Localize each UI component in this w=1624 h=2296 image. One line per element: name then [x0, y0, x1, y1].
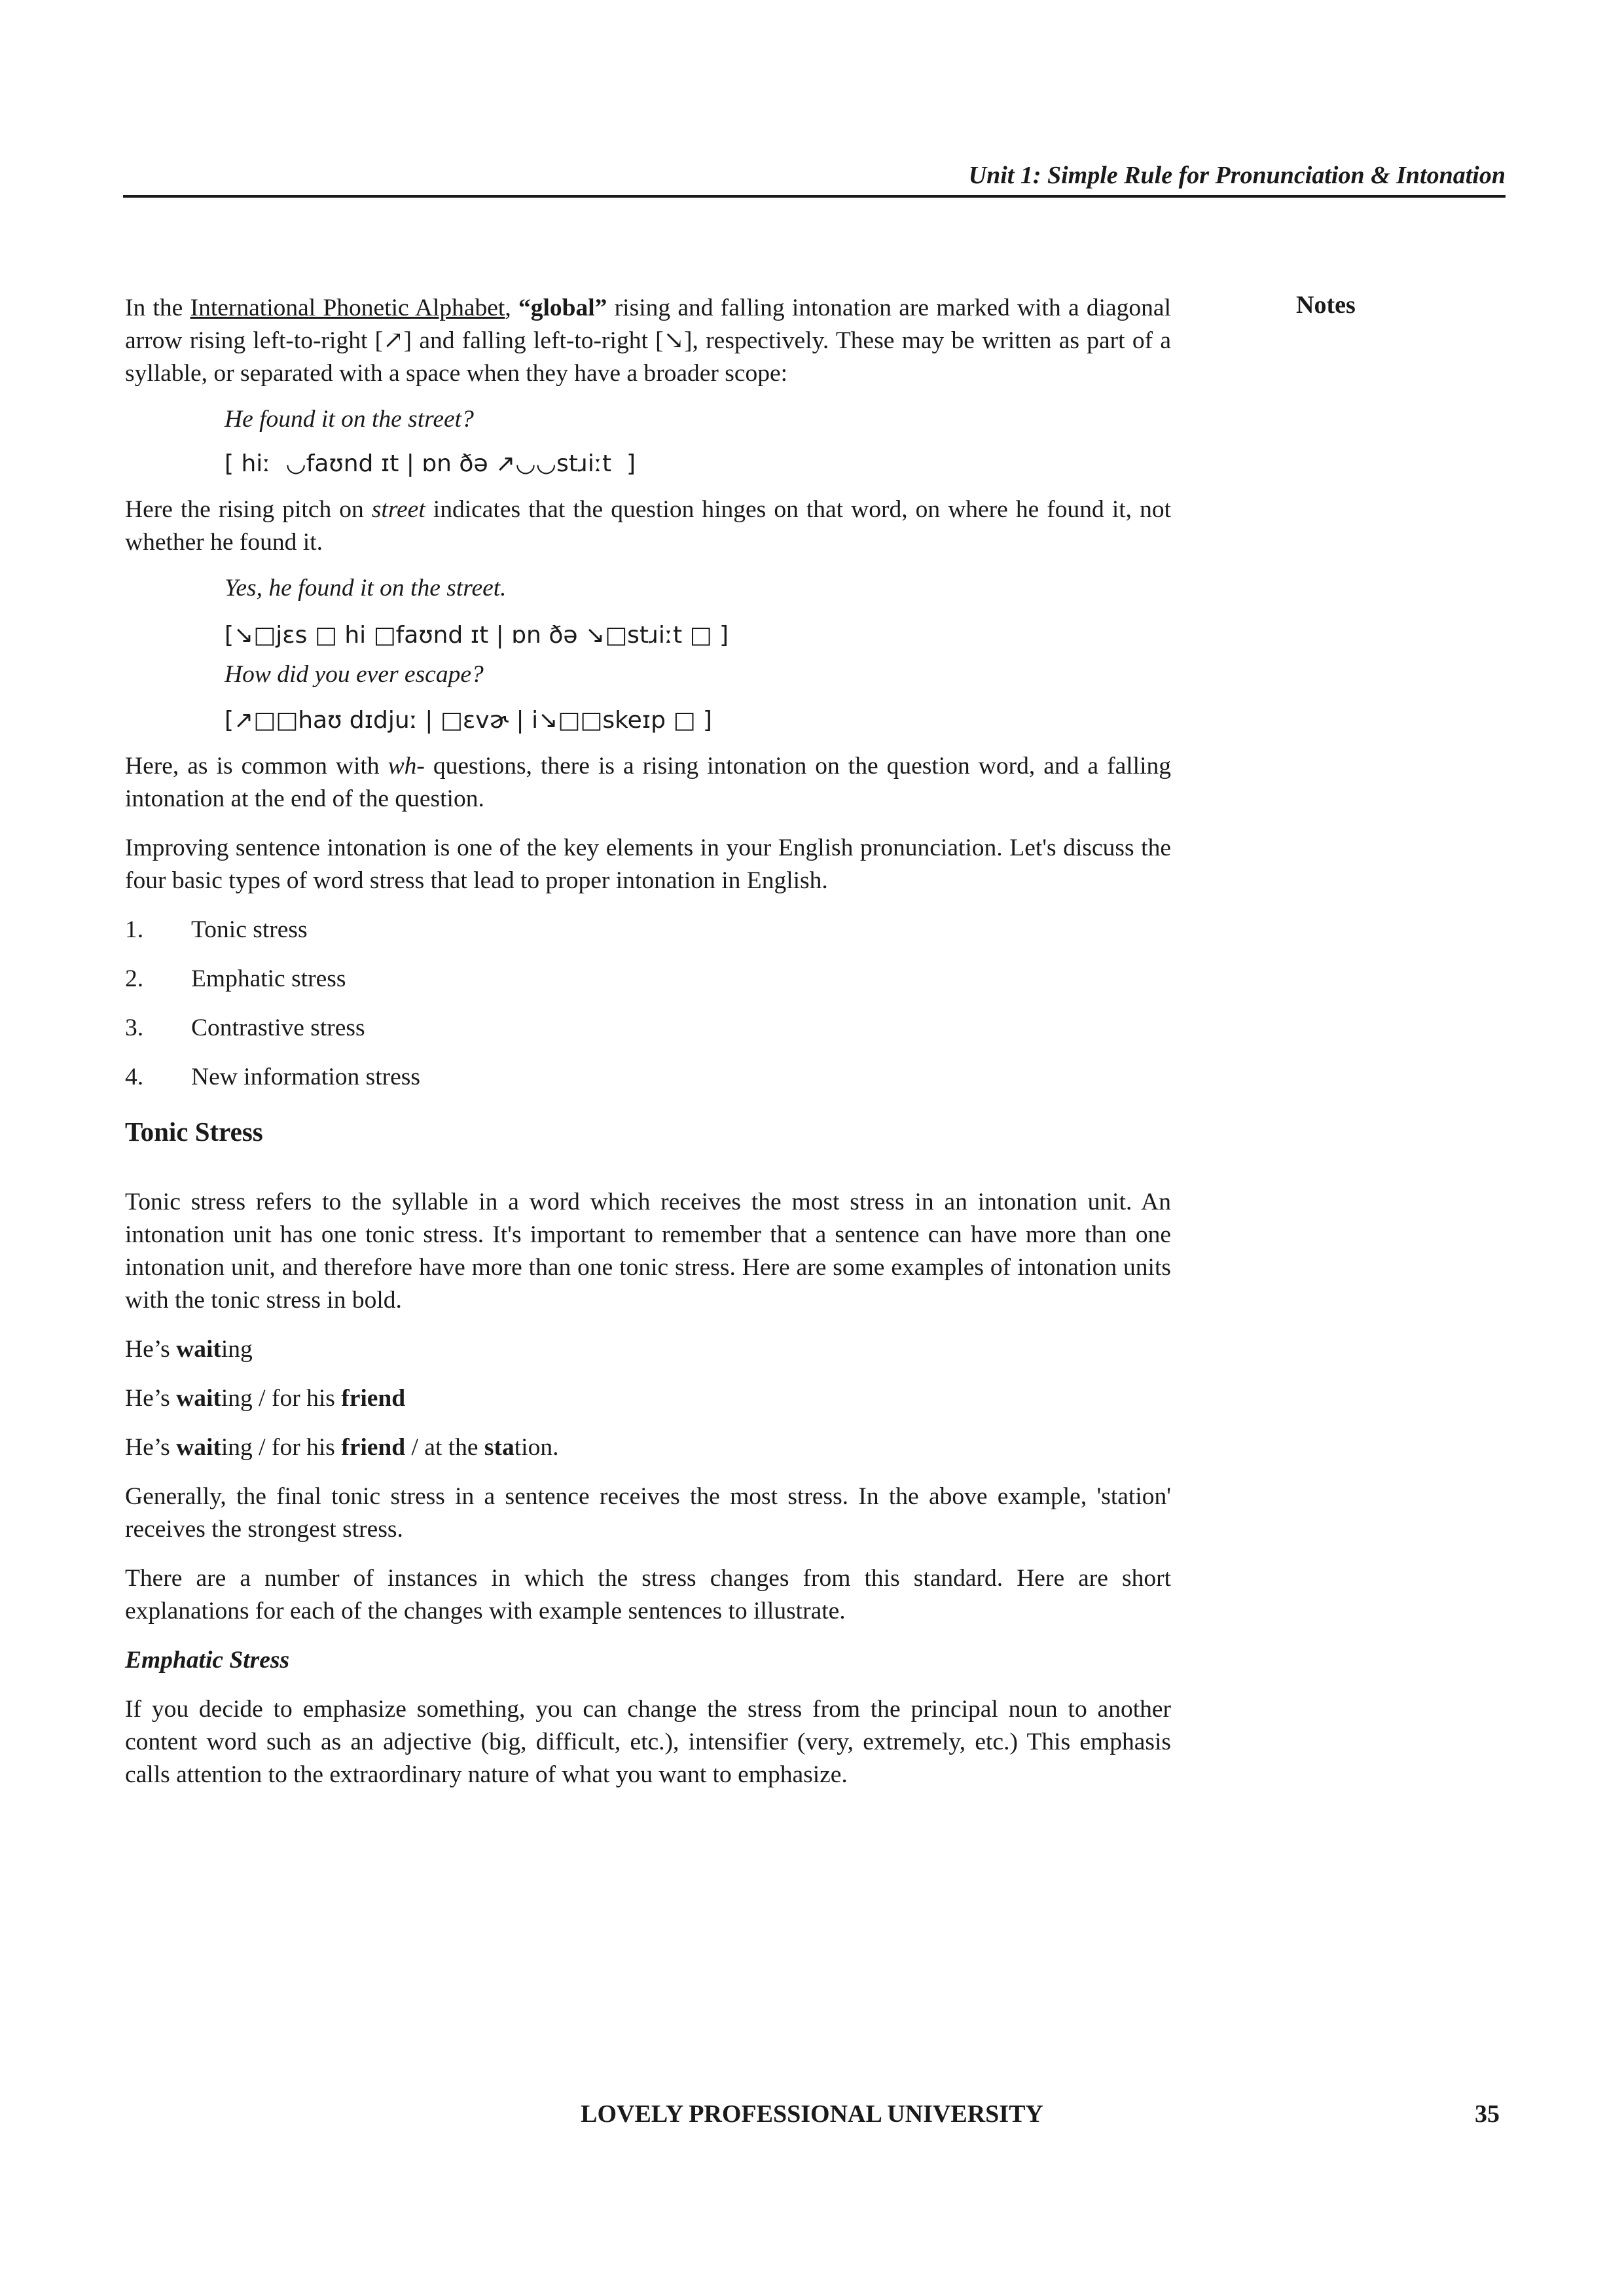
tonic-example-1 [125, 1333, 1171, 1366]
list-item [125, 1012, 1171, 1061]
tonic-example-2 [125, 1382, 1171, 1415]
improving-paragraph: Improving sentence intonation is one of the key elements in your English pronunciation. Let's discuss the four basic types of word stress that lead to proper intonation in English. [125, 834, 1171, 894]
example-text: ing / for his [221, 1385, 342, 1412]
intro-text-rest: rising and falling intonation are marked with a diagonal arrow rising left-to-right [↗] and falling left-to-right [↘], respectively. These may be written as part of a syllable, or separated with a space when they have a broader scope: [125, 295, 1171, 387]
street-text-start: Here the rising pitch on [125, 496, 372, 523]
list-label: Emphatic stress [191, 965, 346, 992]
list-item [125, 1061, 1171, 1110]
ipa-transcription-2: [↘□jɛs □ hi □faʊnd ɪt | ɒn ðə ↘□stɹiːt □ ] [225, 622, 729, 649]
example-sentence-3: How did you ever escape? [225, 661, 484, 688]
stressed-syllable: sta [484, 1434, 514, 1461]
emphatic-paragraph: If you decide to emphasize something, you can change the stress from the principal noun to another content word such as an adjective (big, difficult, etc.), intensifier (very, extremely, etc.) This emphasis calls attention to the extraordinary nature of what you want to emphasize. [125, 1696, 1171, 1788]
list-number: 3. [125, 1014, 144, 1041]
intro-text-start: In the [125, 295, 190, 321]
global-term: “global” [518, 295, 607, 321]
street-text-rest: indicates that the question hinges on that word, on where he found it, not whether he found it. [125, 496, 1171, 556]
tonic-example-3 [125, 1431, 1171, 1464]
example-text: He’s [125, 1434, 177, 1461]
instances-paragraph: There are a number of instances in which the stress changes from this standard. Here are short explanations for each of the changes with example sentences to illustrate. [125, 1565, 1171, 1624]
list-number: 2. [125, 965, 144, 992]
example-sentence-2: Yes, he found it on the street. [225, 575, 507, 601]
example-text: tion. [514, 1434, 559, 1461]
stress-types-list [125, 914, 1171, 1110]
street-word: street [371, 496, 425, 523]
example-text: He’s [125, 1336, 177, 1363]
stressed-syllable: wait [176, 1336, 221, 1363]
tonic-stress-heading: Tonic Stress [125, 1117, 263, 1147]
stressed-syllable: wait [176, 1385, 221, 1412]
list-item [125, 914, 1171, 963]
ipa-transcription-3: [↗□□haʊ dɪdjuː | □ɛvɚ | i↘□□skeɪp □ ] [225, 707, 712, 734]
page-number: 35 [1475, 2100, 1500, 2128]
intro-paragraph [125, 292, 1171, 390]
main-content [125, 292, 1171, 1791]
page-header [123, 160, 1506, 198]
ipa-link[interactable]: International Phonetic Alphabet [190, 295, 505, 321]
footer-university: LOVELY PROFESSIONAL UNIVERSITY [581, 2100, 1043, 2128]
unit-title: Unit 1: Simple Rule for Pronunciation & Intonation [968, 162, 1506, 189]
notes-label: Notes [1296, 291, 1356, 319]
intro-text-comma: , [505, 295, 518, 321]
tonic-paragraph: Tonic stress refers to the syllable in a word which receives the most stress in an intonation unit. An intonation unit has one tonic stress. It's important to remember that a sentence can have more than one intonation unit, and therefore have more than one tonic stress. Here are some examples of intonation units with the tonic stress in bold. [125, 1189, 1171, 1314]
list-label: Tonic stress [191, 916, 308, 943]
list-number: 1. [125, 916, 144, 943]
emphatic-stress-heading: Emphatic Stress [125, 1647, 290, 1674]
wh-paragraph [125, 750, 1171, 816]
example-text: He’s [125, 1385, 177, 1412]
list-label: Contrastive stress [191, 1014, 365, 1041]
example-text: ing / for his [221, 1434, 342, 1461]
example-sentence-1: He found it on the street? [225, 406, 474, 433]
wh-text-rest: questions, there is a rising intonation on the question word, and a falling intonation at the end of the question. [125, 753, 1171, 812]
ipa-transcription-1: [ hiː ◡faʊnd ɪt | ɒn ðə ↗◡◡stɹiːt ] [225, 450, 636, 477]
wh-word: wh- [388, 753, 425, 780]
example-text: ing [221, 1336, 253, 1363]
list-item [125, 963, 1171, 1012]
stressed-syllable: friend [341, 1434, 406, 1461]
example-text: / at the [405, 1434, 484, 1461]
list-number: 4. [125, 1064, 144, 1090]
stressed-syllable: friend [341, 1385, 406, 1412]
generally-paragraph: Generally, the final tonic stress in a sentence receives the most stress. In the above example, 'station' receives the strongest stress. [125, 1483, 1171, 1543]
wh-text-start: Here, as is common with [125, 753, 388, 780]
street-paragraph [125, 493, 1171, 559]
list-label: New information stress [191, 1064, 420, 1090]
stressed-syllable: wait [176, 1434, 221, 1461]
